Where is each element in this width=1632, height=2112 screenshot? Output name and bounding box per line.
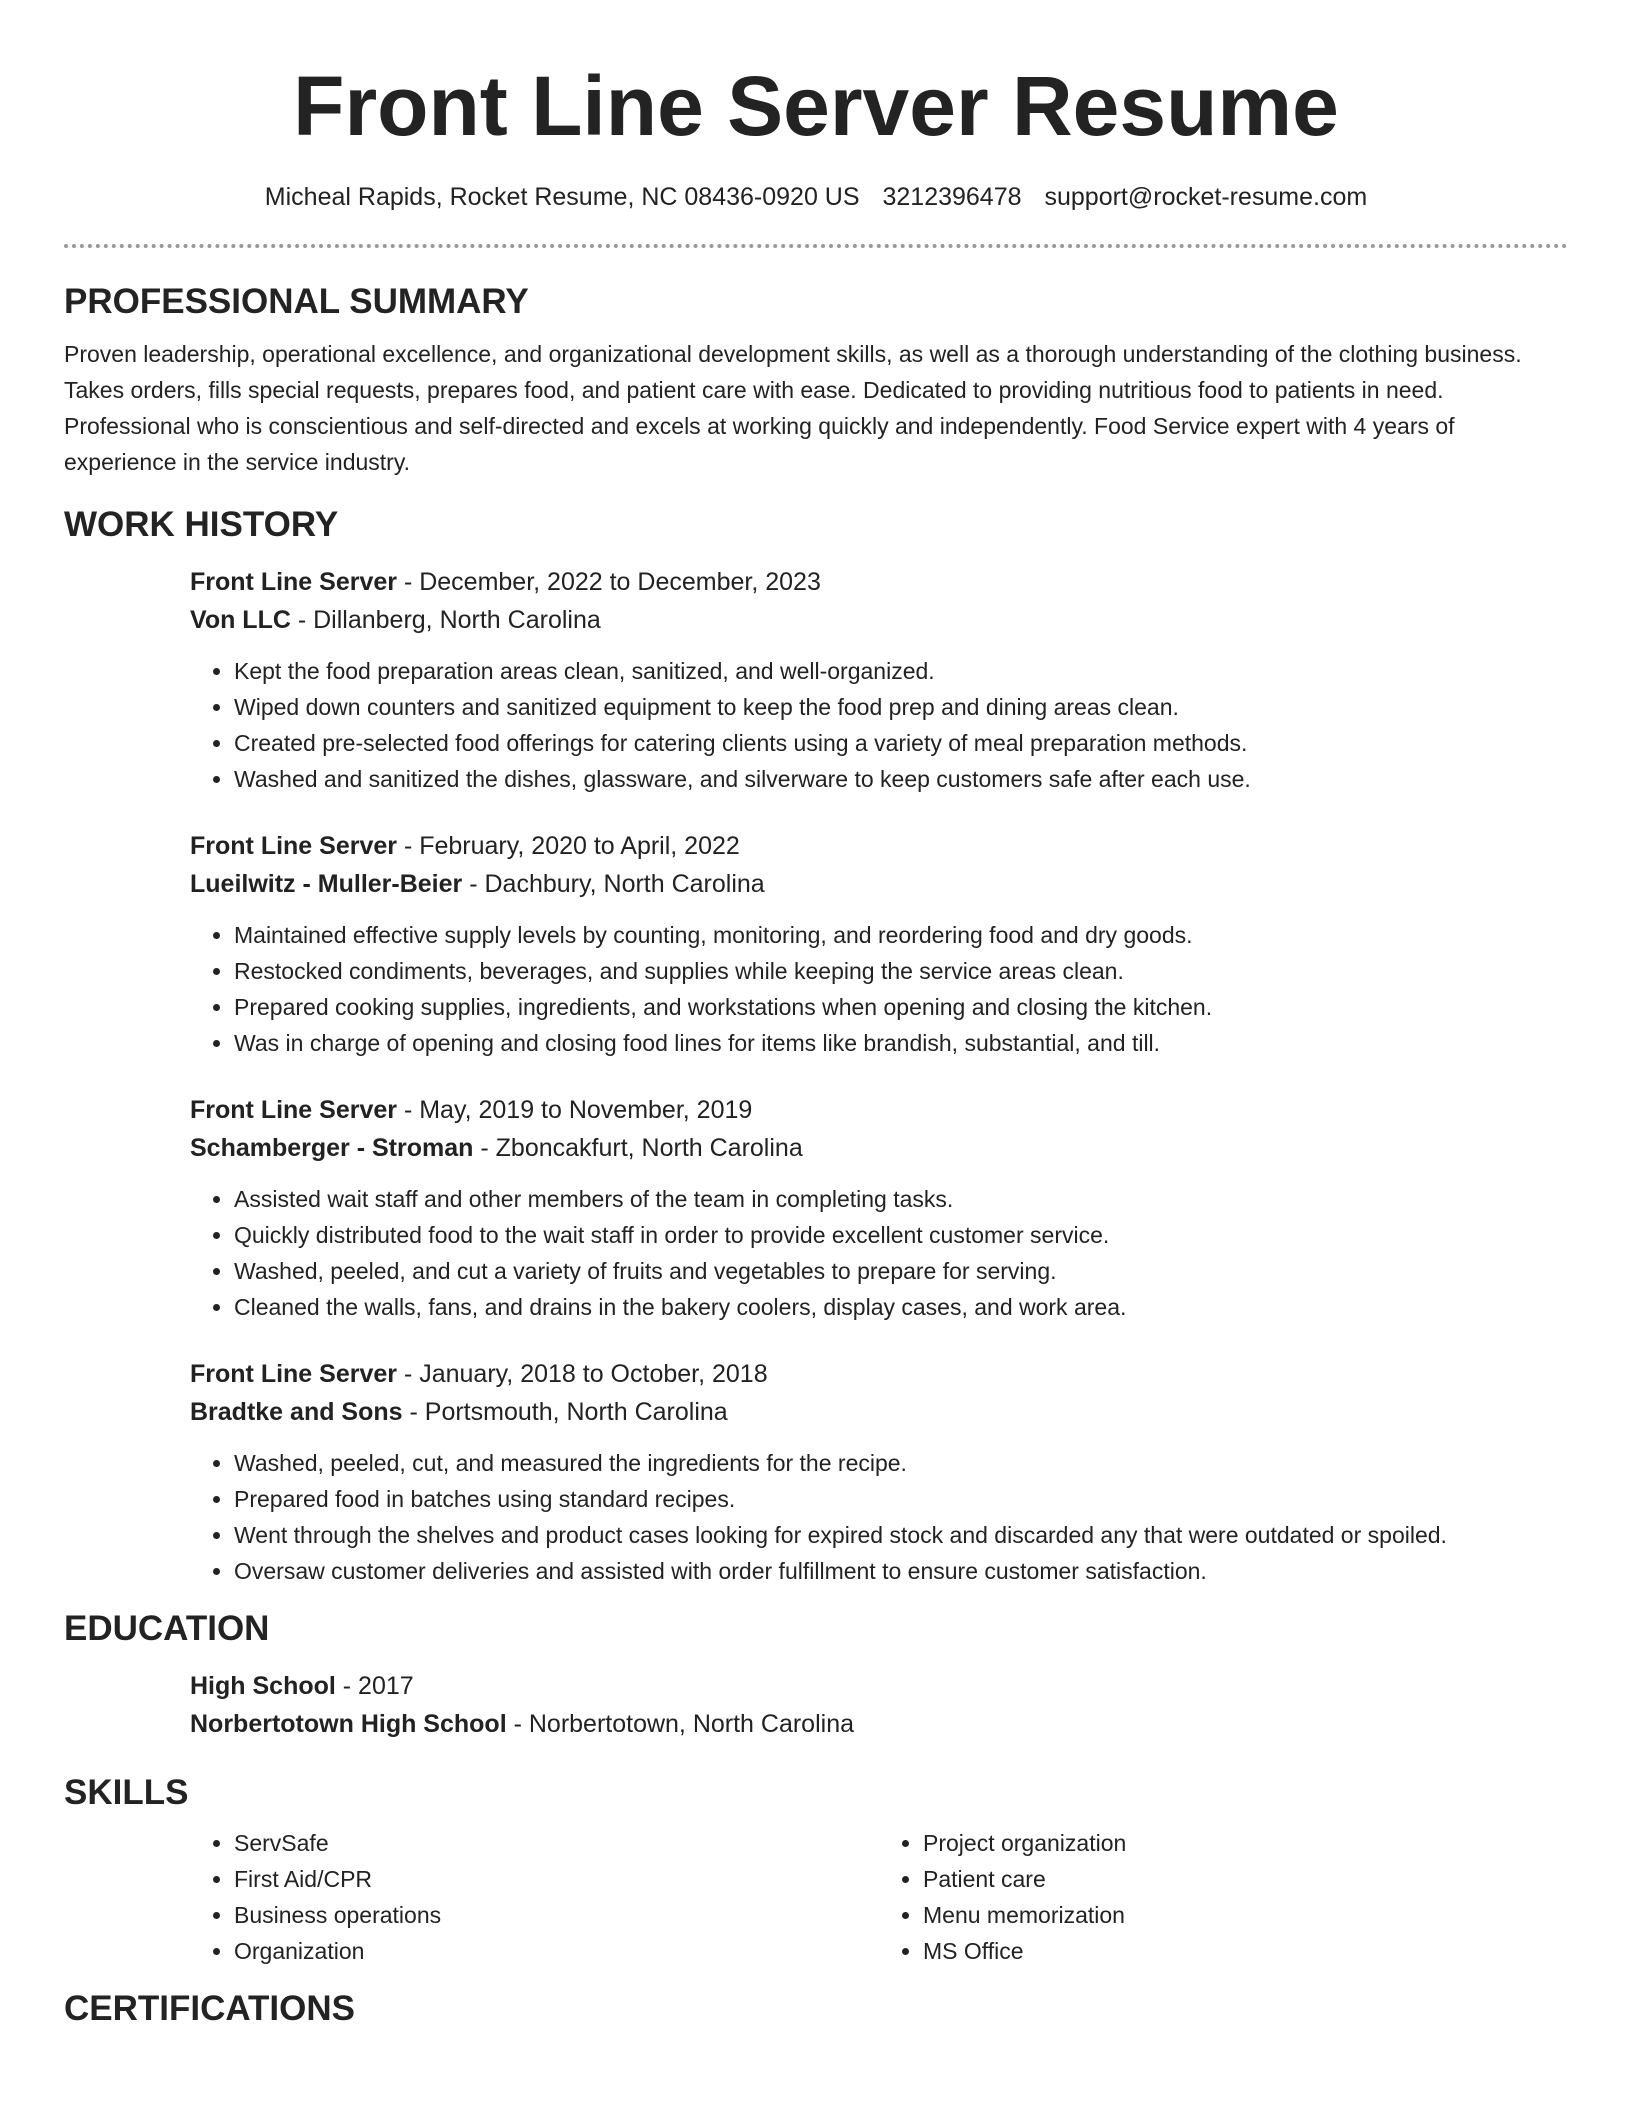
education-degree: High School [190,1672,336,1700]
duty-item: • Cleaned the walls, fans, and drains in the bakery coolers, display cases, and work area. [234,1289,1568,1325]
job-company-line [190,601,1568,639]
education-entry [190,1667,1568,1743]
job-location: - Dachbury, North Carolina [462,870,765,898]
job-title: Front Line Server [190,832,397,860]
skills-grid [190,1825,1568,1969]
skill-item: • Project organization [923,1825,1568,1861]
skill-item: • Menu memorization [923,1897,1568,1933]
job-title-line [190,1091,1568,1129]
skill-item: • Patient care [923,1861,1568,1897]
summary-heading: PROFESSIONAL SUMMARY [64,282,529,321]
job-company: Bradtke and Sons [190,1398,403,1426]
certifications-heading: CERTIFICATIONS [64,1989,356,2028]
duty-item: • Went through the shelves and product cases looking for expired stock and discarded any that were outdated or spoiled. [234,1517,1568,1553]
duty-item: • Prepared cooking supplies, ingredients, and workstations when opening and closing the kitchen. [234,989,1568,1025]
duty-item: • Oversaw customer deliveries and assisted with order fulfillment to ensure customer satisfaction. [234,1553,1568,1589]
skills-list-left [190,1825,879,1969]
job-company-line [190,1393,1568,1431]
contact-email: support@rocket-resume.com [1044,183,1368,211]
education-year: - 2017 [335,1672,414,1700]
skills-list-right [879,1825,1568,1969]
skill-item: • Business operations [234,1897,879,1933]
duty-item: • Washed and sanitized the dishes, glassware, and silverware to keep customers safe after each use. [234,761,1568,797]
job-entry [190,563,1568,797]
job-company-line [190,865,1568,903]
job-dates: - December, 2022 to December, 2023 [397,568,821,596]
duty-item: • Created pre-selected food offerings for catering clients using a variety of meal preparation methods. [234,725,1568,761]
duty-item: • Washed, peeled, and cut a variety of fruits and vegetables to prepare for serving. [234,1253,1568,1289]
resume-title: Front Line Server Resume [293,59,1339,153]
job-dates: - January, 2018 to October, 2018 [397,1360,768,1388]
duty-item: • Washed, peeled, cut, and measured the ingredients for the recipe. [234,1445,1568,1481]
job-company: Schamberger - Stroman [190,1134,474,1162]
job-dates: - February, 2020 to April, 2022 [397,832,740,860]
duty-item: • Was in charge of opening and closing food lines for items like brandish, substantial, and till. [234,1025,1568,1061]
job-duties [190,1445,1568,1589]
education-school: Norbertotown High School [190,1710,507,1738]
job-entry [190,827,1568,1061]
skill-item: • ServSafe [234,1825,879,1861]
job-location: - Zboncakfurt, North Carolina [473,1134,803,1162]
duty-item: • Restocked condiments, beverages, and supplies while keeping the service areas clean. [234,953,1568,989]
duty-item: • Quickly distributed food to the wait staff in order to provide excellent customer service. [234,1217,1568,1253]
job-title-line [190,827,1568,865]
contact-line [64,180,1568,214]
summary-text: Proven leadership, operational excellence, and organizational development skills, as well as a thorough understanding of the clothing business. Takes orders, fills special requests, prepares food, and patient care with ease. Dedicated to providing nutritious food to patients in need. Professional who is conscientious and self-directed and excels at working quickly and independently. Food Service expert with 4 years of experience in the service industry. [64,341,1522,475]
work-history-heading: WORK HISTORY [64,505,339,544]
job-entry [190,1355,1568,1589]
skill-item: • MS Office [923,1933,1568,1969]
job-company-line [190,1129,1568,1167]
skill-item: • First Aid/CPR [234,1861,879,1897]
skills-heading: SKILLS [64,1773,189,1812]
duty-item: • Kept the food preparation areas clean, sanitized, and well-organized. [234,653,1568,689]
duty-item: • Prepared food in batches using standard recipes. [234,1481,1568,1517]
duty-item: • Wiped down counters and sanitized equipment to keep the food prep and dining areas clean. [234,689,1568,725]
job-title-line [190,1355,1568,1393]
header-divider [64,244,1568,248]
job-dates: - May, 2019 to November, 2019 [397,1096,753,1124]
education-school-line [190,1705,1568,1743]
job-entry [190,1091,1568,1325]
resume-page [64,0,1568,2031]
skill-item: • Organization [234,1933,879,1969]
job-duties [190,917,1568,1061]
job-company: Von LLC [190,606,291,634]
job-duties [190,653,1568,797]
job-location: - Dillanberg, North Carolina [290,606,601,634]
job-location: - Portsmouth, North Carolina [402,1398,728,1426]
contact-phone: 3212396478 [882,183,1022,211]
job-title-line [190,563,1568,601]
duty-item: • Assisted wait staff and other members of the team in completing tasks. [234,1181,1568,1217]
job-company: Lueilwitz - Muller-Beier [190,870,463,898]
education-degree-line [190,1667,1568,1705]
duty-item: • Maintained effective supply levels by counting, monitoring, and reordering food and dry goods. [234,917,1568,953]
job-duties [190,1181,1568,1325]
job-title: Front Line Server [190,1360,397,1388]
job-title: Front Line Server [190,568,397,596]
contact-address: Micheal Rapids, Rocket Resume, NC 08436-0920 US [264,183,860,211]
education-heading: EDUCATION [64,1609,270,1648]
job-title: Front Line Server [190,1096,397,1124]
education-location: - Norbertotown, North Carolina [506,1710,855,1738]
